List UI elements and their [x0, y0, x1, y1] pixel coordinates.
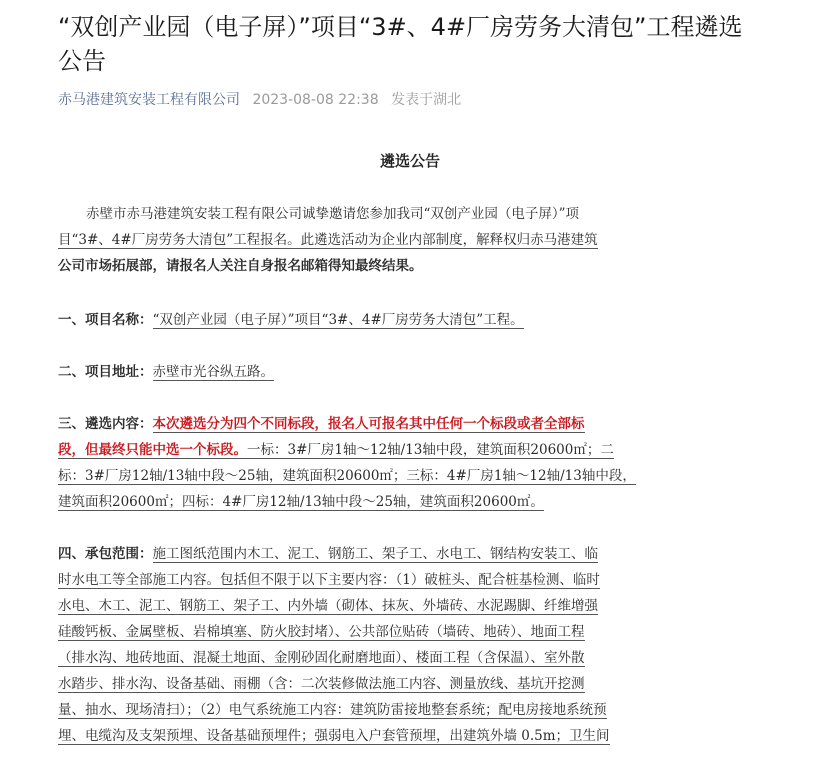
section-project-address	[58, 359, 738, 385]
lot-description: 一标：3#厂房1轴～12轴/13轴中段，建筑面积20600㎡；二	[247, 442, 614, 458]
section-label: 二、项目地址：	[58, 364, 153, 380]
notice-heading: 遴选公告	[379, 152, 440, 170]
lot-description: 建筑面积20600㎡；四标：4#厂房12轴/13轴中段～25轴，建筑面积20600㎡。	[58, 494, 544, 510]
section-label: 三、遴选内容：	[58, 416, 153, 432]
intro-line: 目“3#、4#厂房劳务大清包”工程报名。此遴选活动为企业内部制度，解释权归赤马港建筑	[58, 232, 598, 248]
scope-text: 量、抽水、现场清扫）；（2）电气系统施工内容：建筑防雷接地整套系统；配电房接地系统预	[58, 702, 607, 718]
selection-notice-red: 本次遴选分为四个不同标段，报名人可报名其中任何一个标段或者全部标	[152, 416, 585, 432]
author-link[interactable]: 赤马港建筑安装工程有限公司	[58, 92, 240, 108]
article-meta	[58, 90, 461, 110]
intro-line: 赤壁市赤马港建筑安装工程有限公司诚挚邀请您参加我司“双创产业园（电子屏）”项	[86, 206, 580, 222]
scope-text: 埋、电缆沟及支架预埋、设备基础预埋件；强弱电入户套管预埋，出建筑外墙 0.5m；卫生间	[58, 728, 610, 744]
scope-text: 时水电工等全部施工内容。包括但不限于以下主要内容：（1）破桩头、配合桩基检测、临时	[58, 572, 600, 588]
intro-line	[58, 227, 738, 253]
section-label: 四、承包范围：	[58, 546, 153, 562]
publish-date: 2023-08-08 22:38	[252, 92, 379, 108]
scope-text: 施工图纸范围内木工、泥工、钢筋工、架子工、水电工、钢结构安装工、临	[152, 546, 598, 562]
section-contract-scope	[58, 541, 738, 749]
section-selection-content	[58, 411, 738, 515]
section-project-name	[58, 307, 738, 333]
selection-notice-red: 段，但最终只能中选一个标段。	[58, 442, 247, 458]
intro-paragraph	[58, 201, 738, 279]
scope-text: （排水沟、地砖地面、混凝土地面、金刚砂固化耐磨地面）、楼面工程（含保温）、室外散	[58, 650, 585, 666]
scope-text: 水电、木工、泥工、钢筋工、架子工、内外墙（砌体、抹灰、外墙砖、水泥踢脚、纤维增强	[58, 598, 598, 614]
publish-location: 发表于湖北	[391, 92, 462, 108]
project-name-value: “双创产业园（电子屏）”项目“3#、4#厂房劳务大清包”工程。	[152, 312, 524, 328]
intro-line: 公司市场拓展部，请报名人关注自身报名邮箱得知最终结果。	[58, 258, 423, 274]
scope-text: 水踏步、排水沟、设备基础、雨棚（含：二次装修做法施工内容、测量放线、基坑开挖测	[58, 676, 585, 692]
section-label: 一、项目名称：	[58, 312, 153, 328]
article-title: “双创产业园（电子屏）”项目“3#、4#厂房劳务大清包”工程遴选公告	[58, 13, 743, 75]
scope-text: 硅酸钙板、金属壁板、岩棉填塞、防火胶封堵）、公共部位贴砖（墙砖、地砖）、地面工程	[58, 624, 585, 640]
project-address-value: 赤壁市光谷纵五路。	[152, 364, 274, 380]
lot-description: 标：3#厂房12轴/13轴中段～25轴，建筑面积20600㎡；三标：4#厂房1轴～12轴/13轴中段，	[58, 468, 636, 484]
